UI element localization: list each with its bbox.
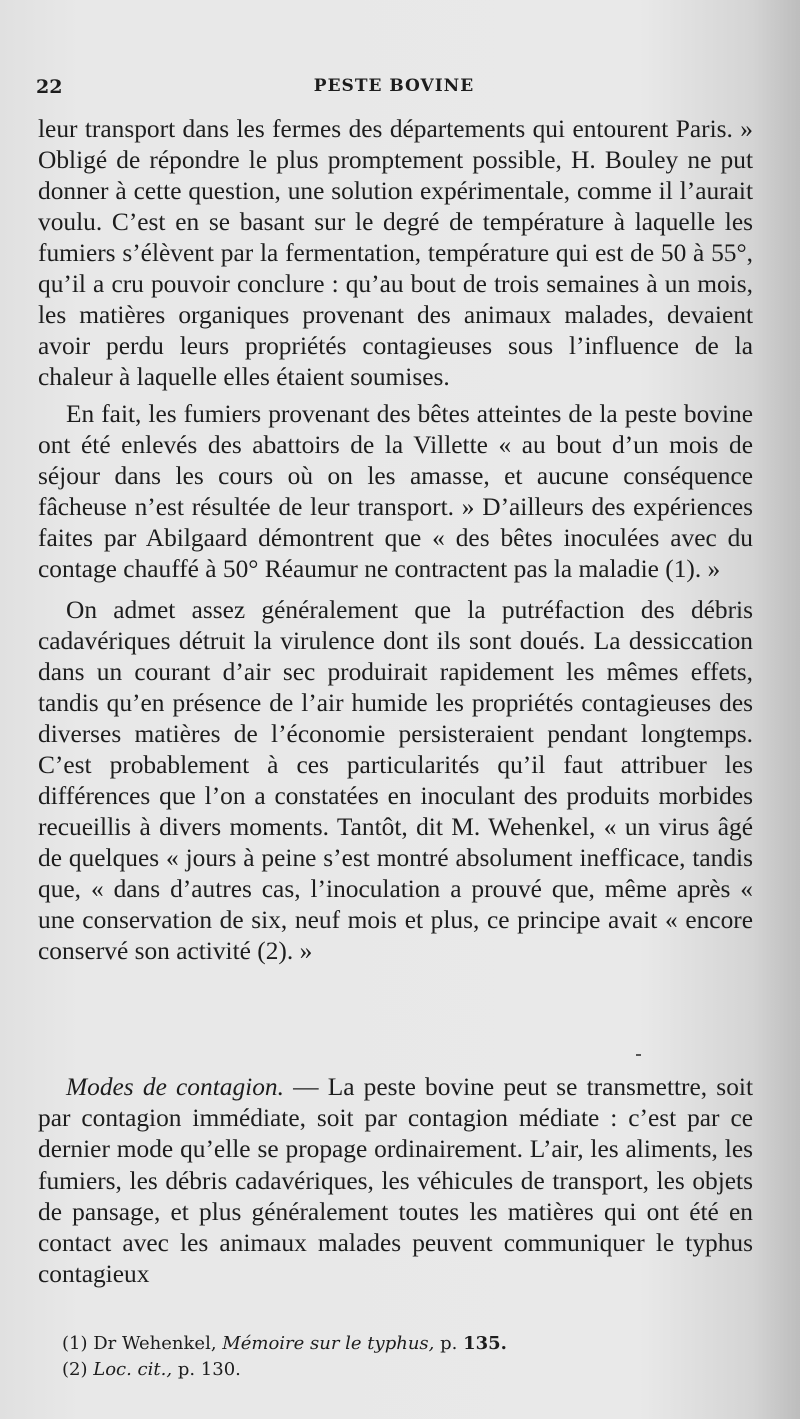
page-header bbox=[36, 76, 752, 102]
footnote-marker: (1) bbox=[62, 1333, 88, 1354]
footnote-title: Mémoire sur le typhus, bbox=[222, 1333, 435, 1354]
body-text bbox=[38, 114, 753, 973]
footnote-page-prefix: p. bbox=[440, 1333, 458, 1354]
footnote-page: 135. bbox=[463, 1333, 507, 1354]
section-heading: Modes de contagion. bbox=[66, 1073, 284, 1101]
running-title: PESTE BOVINE bbox=[313, 76, 475, 96]
section-text: — La peste bovine peut se transmettre, soit par contagion immédiate, soit par contagion médiate : c’est par ce dernier mode qu’elle se propage ordinairement. L’air, les aliments, les fumiers, les débris cadavériques, les véhicules de transport, les objets de pansage, et plus généralement toutes les matières qui ont été en contact avec les animaux malades peuvent communiquer le typhus contagieux bbox=[38, 1073, 753, 1289]
footnote-title: Loc. cit., bbox=[93, 1359, 173, 1380]
footnote-page: 130. bbox=[200, 1359, 241, 1380]
footnote-2 bbox=[62, 1357, 507, 1383]
footnote-author: Dr Wehenkel, bbox=[93, 1333, 217, 1354]
paragraph-2: En fait, les fumiers provenant des bêtes atteintes de la peste bovine ont été enlevés des abattoirs de la Villette « au bout d’un mois de séjour dans les cours où on les amasse, et aucune conséquence fâcheuse n’est résultée de leur transport. » D’ailleurs des expériences faites par Abilgaard démontrent que « des bêtes inoculées avec du contage chauffé à 50° Réaumur ne contractent pas la maladie (1). » bbox=[38, 400, 753, 583]
page-number: 22 bbox=[36, 76, 63, 98]
print-mark bbox=[636, 1054, 641, 1056]
footnote-1 bbox=[62, 1331, 507, 1357]
footnotes bbox=[62, 1331, 507, 1383]
section-paragraph bbox=[38, 1072, 753, 1290]
footnote-marker: (2) bbox=[62, 1359, 88, 1380]
footnote-page-prefix: p. bbox=[177, 1359, 196, 1380]
section-modes-de-contagion bbox=[38, 1072, 753, 1290]
paragraph-3: On admet assez généralement que la putréfaction des débris cadavériques détruit la virulence dont ils sont doués. La dessiccation dans un courant d’air sec produirait rapidement les mêmes effets, tandis qu’en présence de l’air humide les propriétés contagieuses des diverses matières de l’économie persisteraient pendant longtemps. C’est probablement à ces particularités qu’il faut attribuer les différences que l’on a constatées en inoculant des produits morbides recueillis à divers moments. Tantôt, dit M. Wehenkel, « un virus âgé de quelques « jours à peine s’est montré absolument inefficace, tandis que, « dans d’autres cas, l’inoculation a prouvé que, même après « une conservation de six, neuf mois et plus, ce principe avait « encore conservé son activité (2). » bbox=[38, 596, 753, 965]
paragraph-1: leur transport dans les fermes des départements qui entourent Paris. » Obligé de répondre le plus promptement possible, H. Bouley ne put donner à cette question, une solution expérimentale, comme il l’aurait voulu. C’est en se basant sur le degré de température à laquelle les fumiers s’élèvent par la fermentation, température qui est de 50 à 55°, qu’il a cru pouvoir conclure : qu’au bout de trois semaines à un mois, les matières organiques provenant des animaux malades, devaient avoir perdu leurs propriétés contagieuses sous l’influence de la chaleur à laquelle elles étaient soumises. bbox=[38, 115, 753, 391]
